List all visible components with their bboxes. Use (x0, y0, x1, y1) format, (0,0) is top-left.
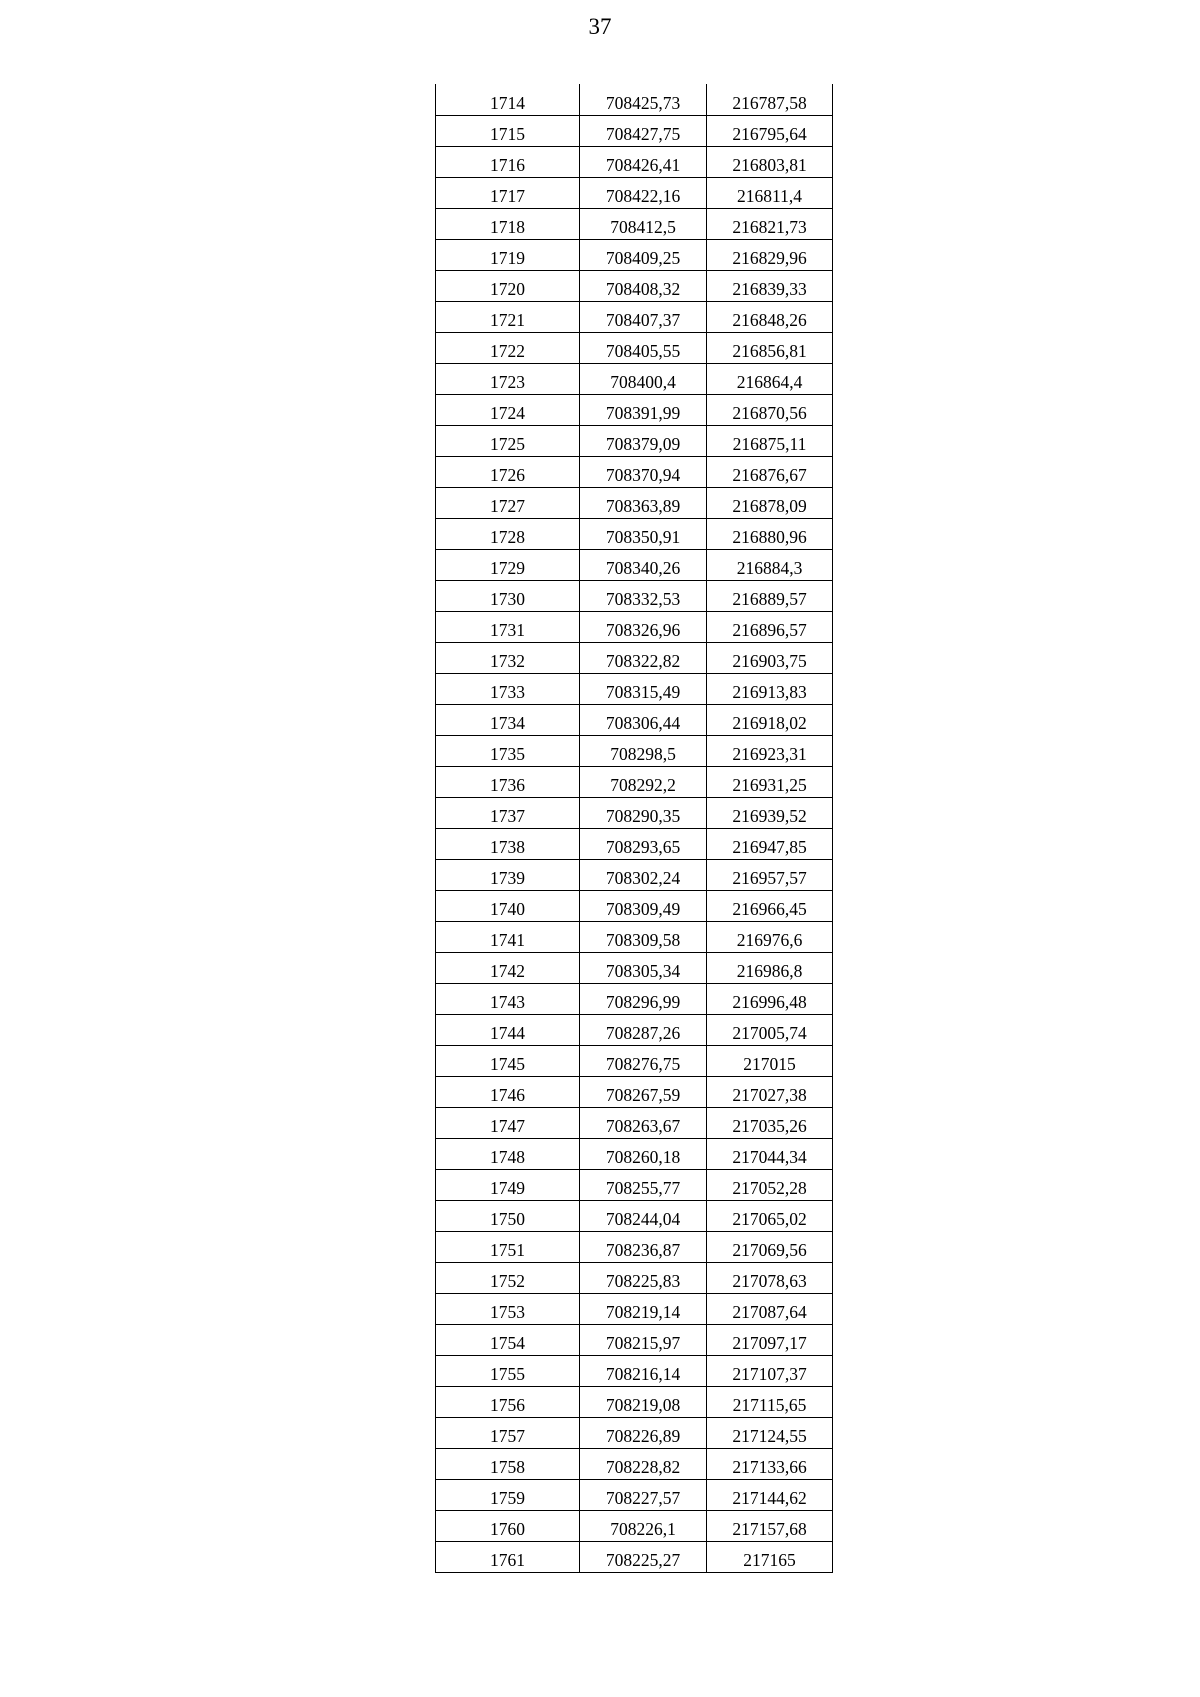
x-coordinate-cell: 708400,4 (580, 363, 707, 394)
point-number-cell: 1750 (436, 1200, 580, 1231)
x-coordinate-cell: 708408,32 (580, 270, 707, 301)
y-coordinate-cell: 217069,56 (707, 1231, 833, 1262)
x-coordinate-cell: 708276,75 (580, 1045, 707, 1076)
y-coordinate-cell: 216889,57 (707, 580, 833, 611)
table-row (436, 115, 833, 146)
y-coordinate-cell: 216947,85 (707, 828, 833, 859)
x-coordinate-cell: 708287,26 (580, 1014, 707, 1045)
x-coordinate-cell: 708305,34 (580, 952, 707, 983)
point-number-cell: 1746 (436, 1076, 580, 1107)
y-coordinate-cell: 217044,34 (707, 1138, 833, 1169)
point-number-cell: 1751 (436, 1231, 580, 1262)
table-row (436, 487, 833, 518)
table-row (436, 456, 833, 487)
x-coordinate-cell: 708379,09 (580, 425, 707, 456)
x-coordinate-cell: 708290,35 (580, 797, 707, 828)
table-row (436, 1262, 833, 1293)
y-coordinate-cell: 216884,3 (707, 549, 833, 580)
x-coordinate-cell: 708315,49 (580, 673, 707, 704)
point-number-cell: 1748 (436, 1138, 580, 1169)
table-row (436, 425, 833, 456)
point-number-cell: 1754 (436, 1324, 580, 1355)
y-coordinate-cell: 217087,64 (707, 1293, 833, 1324)
point-number-cell: 1720 (436, 270, 580, 301)
x-coordinate-cell: 708226,89 (580, 1417, 707, 1448)
y-coordinate-cell: 216931,25 (707, 766, 833, 797)
point-number-cell: 1733 (436, 673, 580, 704)
y-coordinate-cell: 216848,26 (707, 301, 833, 332)
point-number-cell: 1728 (436, 518, 580, 549)
table-row (436, 983, 833, 1014)
table-row (436, 270, 833, 301)
table-row (436, 1014, 833, 1045)
point-number-cell: 1736 (436, 766, 580, 797)
y-coordinate-cell: 217027,38 (707, 1076, 833, 1107)
point-number-cell: 1740 (436, 890, 580, 921)
table-row (436, 549, 833, 580)
y-coordinate-cell: 217133,66 (707, 1448, 833, 1479)
x-coordinate-cell: 708255,77 (580, 1169, 707, 1200)
table-row (436, 1107, 833, 1138)
table-row (436, 1355, 833, 1386)
x-coordinate-cell: 708227,57 (580, 1479, 707, 1510)
table-row (436, 673, 833, 704)
point-number-cell: 1716 (436, 146, 580, 177)
table-row (436, 1448, 833, 1479)
point-number-cell: 1735 (436, 735, 580, 766)
point-number-cell: 1730 (436, 580, 580, 611)
x-coordinate-cell: 708292,2 (580, 766, 707, 797)
x-coordinate-cell: 708296,99 (580, 983, 707, 1014)
point-number-cell: 1726 (436, 456, 580, 487)
y-coordinate-cell: 217107,37 (707, 1355, 833, 1386)
point-number-cell: 1759 (436, 1479, 580, 1510)
coordinates-table (435, 84, 833, 1573)
table-row (436, 580, 833, 611)
x-coordinate-cell: 708244,04 (580, 1200, 707, 1231)
table-row (436, 642, 833, 673)
y-coordinate-cell: 216966,45 (707, 890, 833, 921)
point-number-cell: 1731 (436, 611, 580, 642)
y-coordinate-cell: 216976,6 (707, 921, 833, 952)
point-number-cell: 1752 (436, 1262, 580, 1293)
x-coordinate-cell: 708309,49 (580, 890, 707, 921)
table-row (436, 239, 833, 270)
point-number-cell: 1719 (436, 239, 580, 270)
point-number-cell: 1734 (436, 704, 580, 735)
point-number-cell: 1761 (436, 1541, 580, 1572)
x-coordinate-cell: 708322,82 (580, 642, 707, 673)
table-row (436, 797, 833, 828)
table-row (436, 1169, 833, 1200)
table-row (436, 394, 833, 425)
y-coordinate-cell: 217097,17 (707, 1324, 833, 1355)
y-coordinate-cell: 216856,81 (707, 332, 833, 363)
table-row (436, 518, 833, 549)
x-coordinate-cell: 708370,94 (580, 456, 707, 487)
point-number-cell: 1758 (436, 1448, 580, 1479)
y-coordinate-cell: 216864,4 (707, 363, 833, 394)
point-number-cell: 1715 (436, 115, 580, 146)
point-number-cell: 1723 (436, 363, 580, 394)
point-number-cell: 1722 (436, 332, 580, 363)
y-coordinate-cell: 217157,68 (707, 1510, 833, 1541)
point-number-cell: 1742 (436, 952, 580, 983)
x-coordinate-cell: 708293,65 (580, 828, 707, 859)
y-coordinate-cell: 216875,11 (707, 425, 833, 456)
x-coordinate-cell: 708326,96 (580, 611, 707, 642)
table-row (436, 363, 833, 394)
point-number-cell: 1753 (436, 1293, 580, 1324)
point-number-cell: 1749 (436, 1169, 580, 1200)
x-coordinate-cell: 708407,37 (580, 301, 707, 332)
point-number-cell: 1732 (436, 642, 580, 673)
y-coordinate-cell: 216903,75 (707, 642, 833, 673)
y-coordinate-cell: 217052,28 (707, 1169, 833, 1200)
x-coordinate-cell: 708405,55 (580, 332, 707, 363)
coordinates-table-body (436, 84, 833, 1572)
x-coordinate-cell: 708267,59 (580, 1076, 707, 1107)
table-row (436, 1200, 833, 1231)
y-coordinate-cell: 216811,4 (707, 177, 833, 208)
y-coordinate-cell: 216829,96 (707, 239, 833, 270)
y-coordinate-cell: 217124,55 (707, 1417, 833, 1448)
y-coordinate-cell: 216821,73 (707, 208, 833, 239)
page-number: 37 (588, 14, 612, 39)
x-coordinate-cell: 708302,24 (580, 859, 707, 890)
x-coordinate-cell: 708363,89 (580, 487, 707, 518)
table-row (436, 1417, 833, 1448)
table-row (436, 890, 833, 921)
table-row (436, 301, 833, 332)
x-coordinate-cell: 708260,18 (580, 1138, 707, 1169)
y-coordinate-cell: 216957,57 (707, 859, 833, 890)
point-number-cell: 1760 (436, 1510, 580, 1541)
point-number-cell: 1714 (436, 84, 580, 115)
x-coordinate-cell: 708426,41 (580, 146, 707, 177)
point-number-cell: 1738 (436, 828, 580, 859)
y-coordinate-cell: 216923,31 (707, 735, 833, 766)
y-coordinate-cell: 217115,65 (707, 1386, 833, 1417)
table-row (436, 1138, 833, 1169)
x-coordinate-cell: 708225,83 (580, 1262, 707, 1293)
table-row (436, 1293, 833, 1324)
table-row (436, 828, 833, 859)
x-coordinate-cell: 708306,44 (580, 704, 707, 735)
table-row (436, 1386, 833, 1417)
point-number-cell: 1747 (436, 1107, 580, 1138)
y-coordinate-cell: 216986,8 (707, 952, 833, 983)
table-row (436, 921, 833, 952)
y-coordinate-cell: 217015 (707, 1045, 833, 1076)
table-row (436, 1076, 833, 1107)
x-coordinate-cell: 708236,87 (580, 1231, 707, 1262)
point-number-cell: 1724 (436, 394, 580, 425)
y-coordinate-cell: 216939,52 (707, 797, 833, 828)
x-coordinate-cell: 708425,73 (580, 84, 707, 115)
x-coordinate-cell: 708219,14 (580, 1293, 707, 1324)
x-coordinate-cell: 708298,5 (580, 735, 707, 766)
x-coordinate-cell: 708427,75 (580, 115, 707, 146)
x-coordinate-cell: 708350,91 (580, 518, 707, 549)
y-coordinate-cell: 216896,57 (707, 611, 833, 642)
y-coordinate-cell: 216795,64 (707, 115, 833, 146)
table-row (436, 859, 833, 890)
point-number-cell: 1739 (436, 859, 580, 890)
x-coordinate-cell: 708332,53 (580, 580, 707, 611)
table-row (436, 1045, 833, 1076)
y-coordinate-cell: 216913,83 (707, 673, 833, 704)
y-coordinate-cell: 216839,33 (707, 270, 833, 301)
table-row (436, 704, 833, 735)
x-coordinate-cell: 708309,58 (580, 921, 707, 952)
point-number-cell: 1718 (436, 208, 580, 239)
x-coordinate-cell: 708225,27 (580, 1541, 707, 1572)
x-coordinate-cell: 708409,25 (580, 239, 707, 270)
y-coordinate-cell: 216918,02 (707, 704, 833, 735)
y-coordinate-cell: 217078,63 (707, 1262, 833, 1293)
point-number-cell: 1737 (436, 797, 580, 828)
y-coordinate-cell: 216880,96 (707, 518, 833, 549)
point-number-cell: 1717 (436, 177, 580, 208)
y-coordinate-cell: 217065,02 (707, 1200, 833, 1231)
table-row (436, 332, 833, 363)
table-row (436, 735, 833, 766)
y-coordinate-cell: 216996,48 (707, 983, 833, 1014)
table-row (436, 1479, 833, 1510)
point-number-cell: 1729 (436, 549, 580, 580)
y-coordinate-cell: 216803,81 (707, 146, 833, 177)
x-coordinate-cell: 708215,97 (580, 1324, 707, 1355)
point-number-cell: 1755 (436, 1355, 580, 1386)
table-row (436, 1510, 833, 1541)
x-coordinate-cell: 708216,14 (580, 1355, 707, 1386)
x-coordinate-cell: 708412,5 (580, 208, 707, 239)
x-coordinate-cell: 708391,99 (580, 394, 707, 425)
table-row (436, 611, 833, 642)
point-number-cell: 1744 (436, 1014, 580, 1045)
table-row (436, 1231, 833, 1262)
y-coordinate-cell: 216787,58 (707, 84, 833, 115)
point-number-cell: 1756 (436, 1386, 580, 1417)
table-row (436, 952, 833, 983)
table-row (436, 766, 833, 797)
point-number-cell: 1743 (436, 983, 580, 1014)
y-coordinate-cell: 217165 (707, 1541, 833, 1572)
table-row (436, 146, 833, 177)
x-coordinate-cell: 708226,1 (580, 1510, 707, 1541)
y-coordinate-cell: 217035,26 (707, 1107, 833, 1138)
point-number-cell: 1757 (436, 1417, 580, 1448)
table-row (436, 84, 833, 115)
x-coordinate-cell: 708219,08 (580, 1386, 707, 1417)
x-coordinate-cell: 708422,16 (580, 177, 707, 208)
point-number-cell: 1741 (436, 921, 580, 952)
point-number-cell: 1721 (436, 301, 580, 332)
x-coordinate-cell: 708263,67 (580, 1107, 707, 1138)
point-number-cell: 1745 (436, 1045, 580, 1076)
table-row (436, 1541, 833, 1572)
table-row (436, 1324, 833, 1355)
table-row (436, 208, 833, 239)
y-coordinate-cell: 216876,67 (707, 456, 833, 487)
y-coordinate-cell: 217005,74 (707, 1014, 833, 1045)
y-coordinate-cell: 216870,56 (707, 394, 833, 425)
x-coordinate-cell: 708340,26 (580, 549, 707, 580)
table-row (436, 177, 833, 208)
y-coordinate-cell: 216878,09 (707, 487, 833, 518)
x-coordinate-cell: 708228,82 (580, 1448, 707, 1479)
point-number-cell: 1725 (436, 425, 580, 456)
point-number-cell: 1727 (436, 487, 580, 518)
y-coordinate-cell: 217144,62 (707, 1479, 833, 1510)
